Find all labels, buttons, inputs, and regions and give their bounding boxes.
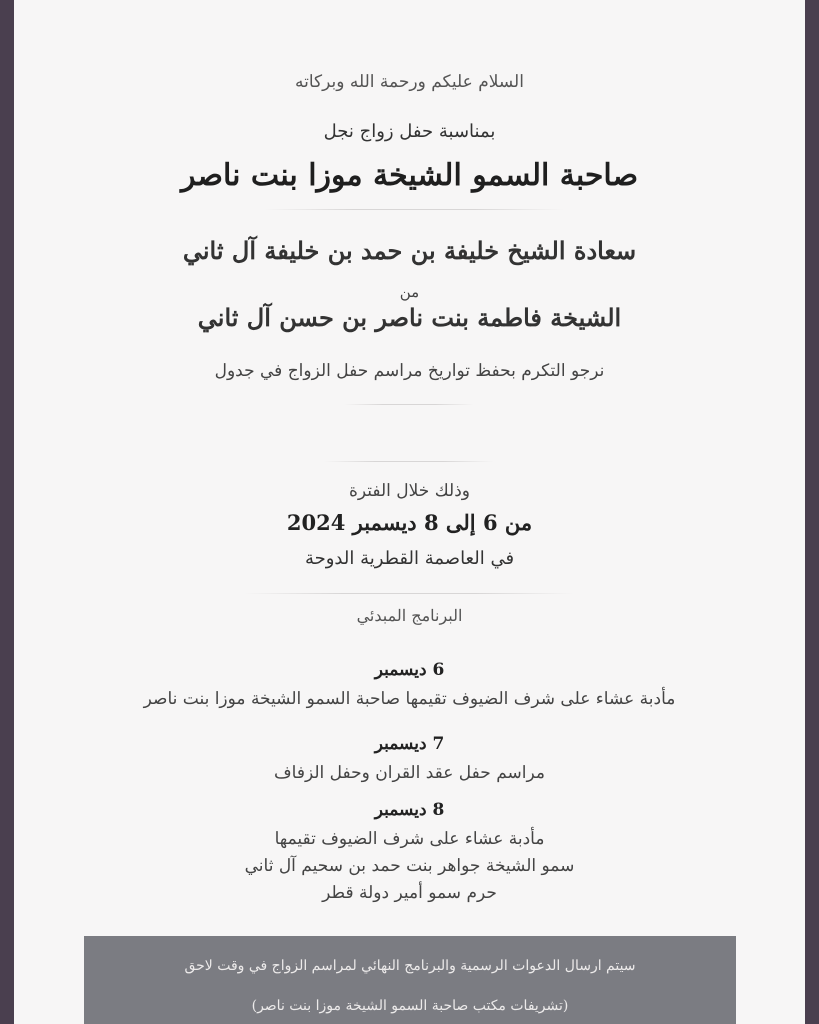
program-day bbox=[14, 800, 805, 907]
honoree-name: صاحبة السمو الشيخة موزا بنت ناصر bbox=[180, 158, 639, 193]
program-day bbox=[14, 734, 805, 787]
invitation-card bbox=[14, 0, 805, 1024]
program-day bbox=[14, 660, 805, 713]
program-event: مأدبة عشاء على شرف الضيوف تقيمها bbox=[274, 829, 545, 849]
program-event: سمو الشيخة جواهر بنت حمد بن سحيم آل ثاني bbox=[244, 856, 575, 876]
program-day-label: 7 ديسمبر bbox=[374, 734, 445, 754]
event-location: في العاصمة القطرية الدوحة bbox=[304, 548, 515, 569]
footer-note: سيتم ارسال الدعوات الرسمية والبرنامج النهائي لمراسم الزواج في وقت لاحق bbox=[184, 958, 636, 974]
footer-courtesy: (تشريفات مكتب صاحبة السمو الشيخة موزا بنت ناصر) bbox=[251, 998, 569, 1014]
program-title: البرنامج المبدئي bbox=[356, 606, 463, 625]
program-event: حرم سمو أمير دولة قطر bbox=[322, 883, 497, 903]
save-the-date-request: نرجو التكرم بحفظ تواريخ مراسم حفل الزواج في جدول bbox=[214, 361, 605, 381]
event-dates: من 6 إلى 8 ديسمبر 2024 bbox=[286, 510, 533, 535]
divider bbox=[344, 404, 474, 405]
divider bbox=[324, 461, 494, 462]
divider bbox=[244, 593, 574, 594]
bride-name: الشيخة فاطمة بنت ناصر بن حسن آل ثاني bbox=[197, 303, 622, 332]
program-day-label: 6 ديسمبر bbox=[374, 660, 445, 680]
program-event: مراسم حفل عقد القران وحفل الزفاف bbox=[274, 763, 545, 783]
footer-band bbox=[84, 936, 736, 1024]
greeting-text: السلام عليكم ورحمة الله وبركاته bbox=[295, 72, 524, 92]
groom-name: سعادة الشيخ خليفة بن حمد بن خليفة آل ثاني bbox=[182, 236, 637, 265]
from-word: من bbox=[399, 283, 420, 301]
period-intro: وذلك خلال الفترة bbox=[348, 481, 471, 501]
program-day-label: 8 ديسمبر bbox=[374, 800, 445, 820]
occasion-text: بمناسبة حفل زواج نجل bbox=[323, 121, 496, 142]
program-event: مأدبة عشاء على شرف الضيوف تقيمها صاحبة السمو الشيخة موزا بنت ناصر bbox=[143, 689, 676, 709]
divider bbox=[264, 209, 564, 210]
